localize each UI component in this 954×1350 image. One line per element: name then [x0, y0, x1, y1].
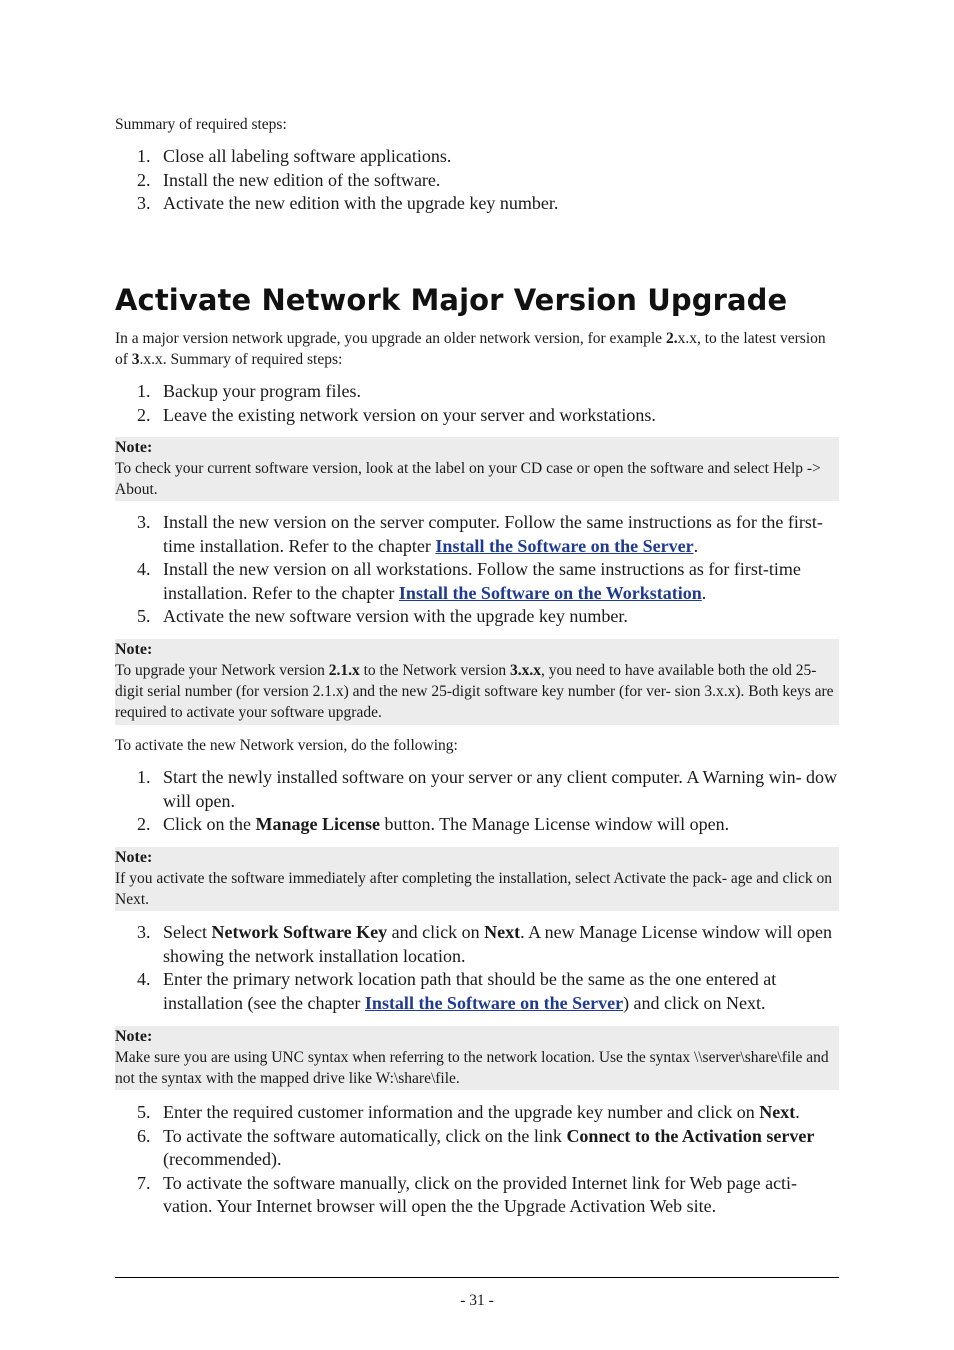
list-item	[115, 1101, 839, 1125]
list-number: 5.	[137, 606, 151, 626]
note-title: Note:	[115, 641, 153, 658]
note-text: Make sure you are using UNC syntax when referring to the network location. Use the syntax \\server\share\file and not the syntax with the mapped drive like W:\share\file.	[115, 1049, 829, 1087]
summary-label: Summary of required steps:	[115, 116, 287, 133]
backup-steps-list	[115, 380, 839, 427]
list-number: 2.	[137, 169, 151, 190]
list-text: To activate the software automatically, click on the link	[163, 1125, 567, 1146]
list-text: Activate the new edition with the upgrade key number.	[163, 193, 559, 213]
list-text: Install the new version on all workstations. Follow the same instructions as for first-time installation. Refer to the chapter	[163, 559, 801, 603]
text-run: to the Network version	[359, 662, 510, 679]
list-item	[115, 558, 839, 605]
list-text: Leave the existing network version on your server and workstations.	[163, 404, 656, 425]
list-number: 3.	[137, 512, 151, 532]
list-text: Start the newly installed software on your server or any client computer. A Warning win- dow will open.	[163, 767, 838, 811]
list-text: Click on the	[163, 814, 256, 834]
list-item	[115, 968, 839, 1015]
bold-run: Network Software Key	[211, 922, 388, 942]
list-text: (recommended).	[163, 1149, 282, 1169]
list-text: Install the new edition of the software.	[163, 169, 441, 190]
list-item	[115, 1172, 839, 1219]
list-text: button. The Manage License window will open.	[379, 814, 730, 834]
list-text: To activate the software manually, click on the provided Internet link for Web page acti- vation. Your Internet browser will open the the Upgrade Activation Web site.	[163, 1172, 798, 1216]
list-text: .	[693, 535, 699, 556]
list-number: 1.	[137, 381, 151, 401]
link-install-server[interactable]: Install the Software on the Server	[364, 992, 624, 1013]
note-text	[115, 660, 839, 723]
list-number: 3.	[137, 922, 151, 942]
list-number: 1.	[137, 767, 151, 787]
install-steps-list	[115, 511, 839, 629]
activation-steps-list	[115, 766, 839, 837]
footer-divider	[115, 1277, 839, 1278]
list-item	[115, 192, 558, 216]
list-text: Select	[163, 922, 212, 942]
section-intro-paragraph	[115, 328, 839, 370]
section-heading: Activate Network Major Version Upgrade	[115, 283, 788, 317]
bold-run: 3.x.x	[509, 662, 541, 679]
list-text: Install the new version on the server computer. Follow the same instructions as for the first-time installation. Refer to the chapter	[163, 512, 823, 556]
page-number: - 31 -	[460, 1292, 494, 1309]
bold-run: 2.1.x	[328, 662, 360, 679]
text-run: .x.x. Summary of required steps:	[139, 351, 343, 368]
list-item	[115, 404, 839, 428]
list-text: .	[701, 582, 707, 603]
bold-run: 3	[131, 351, 140, 368]
list-text: Backup your program files.	[163, 381, 361, 401]
note-text: If you activate the software immediately after completing the installation, select Activate the pack- age and click on Next.	[115, 870, 833, 908]
text-run: , you need to have available both the old 25-digit serial number (for version 2.1.x) and the new 25-digit software key number (for ver- sion 3.x.x). Both keys are required to activate your software upgrade.	[115, 662, 834, 721]
list-item	[115, 169, 558, 193]
note-title: Note:	[115, 439, 153, 456]
link-install-workstation[interactable]: Install the Software on the Workstation	[398, 582, 702, 603]
list-text: and click on	[387, 922, 485, 942]
bold-run: Manage License	[255, 814, 380, 834]
list-item	[115, 511, 839, 558]
list-item	[115, 605, 839, 629]
list-text: ) and click on Next.	[623, 992, 766, 1013]
list-item	[115, 921, 839, 968]
bold-run: Next	[484, 922, 521, 942]
bold-run: Next	[759, 1102, 796, 1122]
list-number: 7.	[137, 1172, 151, 1193]
list-number: 6.	[137, 1125, 151, 1146]
note-box	[115, 1026, 839, 1090]
bold-run: Connect to the Activation server	[566, 1125, 815, 1146]
note-title: Note:	[115, 849, 153, 866]
list-number: 4.	[137, 559, 151, 579]
list-text: . A new Manage License window will open showing the network installation location.	[163, 922, 833, 966]
note-box	[115, 847, 839, 911]
list-text: Activate the new software version with the upgrade key number.	[163, 606, 628, 626]
link-install-server[interactable]: Install the Software on the Server	[435, 535, 694, 556]
list-number: 5.	[137, 1102, 151, 1122]
text-run: x.x, to the latest version of	[115, 330, 826, 368]
intro-steps-list	[115, 145, 558, 216]
text-run: To upgrade your Network version	[115, 662, 329, 679]
list-item	[115, 813, 839, 837]
list-text: Enter the primary network location path that should be the same as the one entered at installation (see the chapter	[163, 969, 777, 1013]
intro-block	[115, 114, 558, 216]
note-box	[115, 437, 839, 501]
list-number: 3.	[137, 193, 151, 213]
activate-instructions-paragraph: To activate the new Network version, do the following:	[115, 737, 458, 754]
list-item	[115, 766, 839, 813]
text-run: In a major version network upgrade, you upgrade an older network version, for example	[115, 330, 666, 347]
note-text: To check your current software version, look at the label on your CD case or open the software and select Help -> About.	[115, 460, 821, 498]
note-box	[115, 639, 839, 725]
list-text: Close all labeling software applications.	[163, 146, 452, 166]
list-item	[115, 1125, 839, 1172]
list-text: Enter the required customer information and the upgrade key number and click on	[163, 1102, 760, 1122]
list-number: 2.	[137, 404, 151, 425]
list-number: 1.	[137, 146, 151, 166]
list-item	[115, 145, 558, 169]
bold-run: 2.	[665, 330, 678, 347]
list-number: 2.	[137, 814, 151, 834]
list-number: 4.	[137, 969, 151, 989]
final-steps-list	[115, 1101, 839, 1219]
list-item	[115, 380, 839, 404]
network-key-steps-list	[115, 921, 839, 1015]
list-text: .	[795, 1102, 800, 1122]
note-title: Note:	[115, 1028, 153, 1045]
